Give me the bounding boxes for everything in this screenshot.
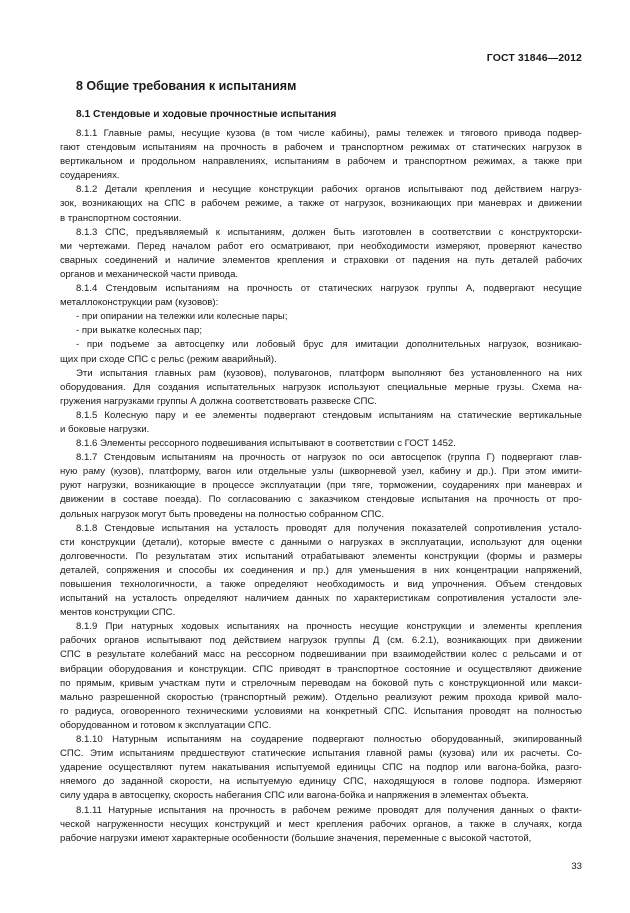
text-line: вибрации оборудования и конструкции. СПС приводят в транспортное состояние и осуществляют движение (60, 663, 582, 675)
section-title: 8 Общие требования к испытаниям (76, 79, 297, 93)
text-line: в транспортном состоянии. (60, 212, 182, 224)
page-number: 33 (571, 861, 582, 872)
paragraph (60, 409, 582, 437)
text-line: 8.1.3 СПС, предъявляемый к испытаниям, должен быть изготовлен в соответствии с конструкторски- (76, 226, 582, 238)
list-item (60, 338, 582, 366)
paragraph (60, 522, 582, 621)
text-line: - при опирании на тележки или колесные пары; (76, 311, 288, 323)
text-line: органов и механической части привода. (60, 268, 239, 280)
text-line: гружения нагрузками группы А должна соответствовать развеске СПС. (60, 395, 377, 407)
text-line: 8.1.7 Стендовым испытаниям на прочность от нагрузок по оси автосцепок (группа Г) подвергают глав- (76, 452, 582, 464)
text-line: ную раму (кузов), платформу, вагон или отдельные узлы (шкворневой узел, кабину и др.). При этом имити- (60, 466, 582, 478)
text-line: по прямым, кривым участкам пути и стрелочным переводам на боковой путь с конструкционной или макси- (60, 677, 582, 689)
text-line: ческой нагруженности несущих конструкций и мест крепления рабочих органов, а также в случаях, когда (60, 818, 582, 830)
text-line: 8.1.8 Стендовые испытания на усталость проводят для получения показателей сопротивления устало- (76, 522, 582, 534)
text-line: оборудования. Для создания испытательных нагрузок используют специальные мерные грузы. Схема на- (60, 381, 582, 393)
text-line: дольных нагрузок могут быть проведены на полностью собранном СПС. (60, 508, 385, 520)
text-line: испытаний на усталость определяют наличием данных по характеристикам сопротивления усталости эле- (60, 593, 582, 605)
text-line: рабочих органов испытывают под действием нагрузок группы Д (см. 6.2.1), возникающих при движении (60, 635, 582, 647)
text-line: движении в составе поезда). По согласованию с заказчиком стендовые испытания на прочность от про- (60, 494, 582, 506)
text-line: Эти испытания главных рам (кузовов), полувагонов, платформ выполняют без установленного на них (76, 367, 582, 379)
text-line: руют нагрузки, возникающие в процессе эксплуатации (при тяге, торможении, соударениях при маневрах и (60, 480, 582, 492)
text-line: сти конструкции (детали), которые вместе с данными о нагрузках в эксплуатации, используют для оценки (60, 536, 582, 548)
paragraph (60, 127, 582, 183)
list-item (60, 324, 582, 338)
text-line: го радиуса, оговоренного техническими условиями на конкретный СПС. Испытания проводят на полностью (60, 705, 582, 717)
text-line: сварных соединений и наличие элементов крепления и страховки от падения на путь деталей рабочих (60, 254, 582, 266)
text-line: повышения технологичности, а также определяют необходимость и вид упрочнения. Объем стендовых (60, 579, 582, 590)
paragraph (60, 451, 582, 521)
text-line: мально разрешенной скоростью (транспортный режим). Отдельно реализуют режим прохода кривой мало- (60, 691, 582, 703)
text-line: 8.1.1 Главные рамы, несущие кузова (в том числе кабины), рамы тележек и тягового привода подвер- (76, 128, 582, 139)
text-line: 8.1.9 При натурных ходовых испытаниях на прочность несущие конструкции и элементы крепления (76, 621, 582, 633)
text-line: силу удара в автосцепку, скорость набегания СПС или вагона-бойка и напряжения в элементах объекта. (60, 790, 529, 802)
text-line: долговечности. По результатам этих испытаний отрабатывают элементы конструкции (формы и размеры (60, 550, 582, 562)
text-line: металлоконструкции рам (кузовов): (60, 297, 219, 309)
text-line: 8.1.5 Колесную пару и ее элементы подвергают стендовым испытаниям на статические вертикальные (76, 409, 582, 421)
text-line: вертикальном и продольном направлениях, испытаниям в рабочем и транспортном режимах, а также при (60, 156, 582, 168)
text-line: деталей, сопряжения и способы их соединения и пр.) для уменьшения в них концентрации напряжений, (60, 564, 582, 576)
text-line: соударениях. (60, 170, 120, 182)
paragraph (60, 620, 582, 733)
document-code-header: ГОСТ 31846—2012 (486, 52, 582, 64)
text-line: зок, возникающих на СПС в рабочем режиме, а также от нагрузок, возникающих при маневрах и движении (60, 198, 582, 210)
paragraph (60, 367, 582, 409)
text-line: ми чертежами. Перед началом работ его осматривают, при необходимости измеряют, проверяют качество (60, 240, 582, 252)
paragraph (60, 226, 582, 282)
text-line: щих при сходе СПС с рельс (режим аварийный). (60, 353, 277, 365)
text-line: оборудованном и готовом к эксплуатации СПС. (60, 719, 272, 731)
paragraph (60, 282, 582, 310)
paragraph (60, 804, 582, 846)
text-line: няемого до заданной скорости, на испытуемую единицу СПС, находящуюся в голове подпора. Измеряют (60, 776, 582, 788)
text-line: 8.1.11 Натурные испытания на прочность в рабочем режиме проводят для получения данных о факти- (76, 804, 582, 816)
text-line: 8.1.6 Элементы рессорного подвешивания испытывают в соответствии с ГОСТ 1452. (76, 438, 456, 450)
document-body (60, 127, 582, 846)
subsection-title: 8.1 Стендовые и ходовые прочностные испытания (76, 109, 337, 120)
text-line: - при подъеме за автосцепку или лобовый брус для имитации дополнительных нагрузок, возникаю- (76, 339, 582, 351)
list-item (60, 310, 582, 324)
text-line: СПС. Этим испытаниям предшествуют статические испытания главной рамы (кузова) или их расчеты. Со- (60, 748, 582, 760)
text-line: 8.1.2 Детали крепления и несущие конструкции рабочих органов испытывают под действием нагруз- (76, 184, 582, 196)
text-line: рабочие нагрузки имеют характерные особенности (большие значения, переменные с высокой частотой, (60, 832, 532, 844)
text-line: гают стендовым испытаниям на прочность в рабочем и транспортном режимах от статических нагрузок в (60, 142, 582, 154)
text-line: СПС в результате колебаний масс на рессорном подвешивании при взаимодействии колес с рельсами и от (60, 649, 582, 661)
text-line: ментов конструкции СПС. (60, 607, 176, 619)
paragraph (60, 437, 582, 451)
text-line: - при выкатке колесных пар; (76, 325, 202, 337)
paragraph (60, 183, 582, 225)
paragraph (60, 733, 582, 803)
text-line: ударение осуществляют путем накатывания испытуемой единицы СПС на подпор или вагона-бойка, разго- (60, 762, 582, 774)
text-line: 8.1.4 Стендовым испытаниям на прочность от статических нагрузок группы А, подвергают несущие (76, 283, 582, 295)
text-line: 8.1.10 Натурным испытаниям на соударение подвергают полностью оборудованный, экипированный (76, 734, 582, 746)
text-line: и боковые нагрузки. (60, 423, 150, 435)
